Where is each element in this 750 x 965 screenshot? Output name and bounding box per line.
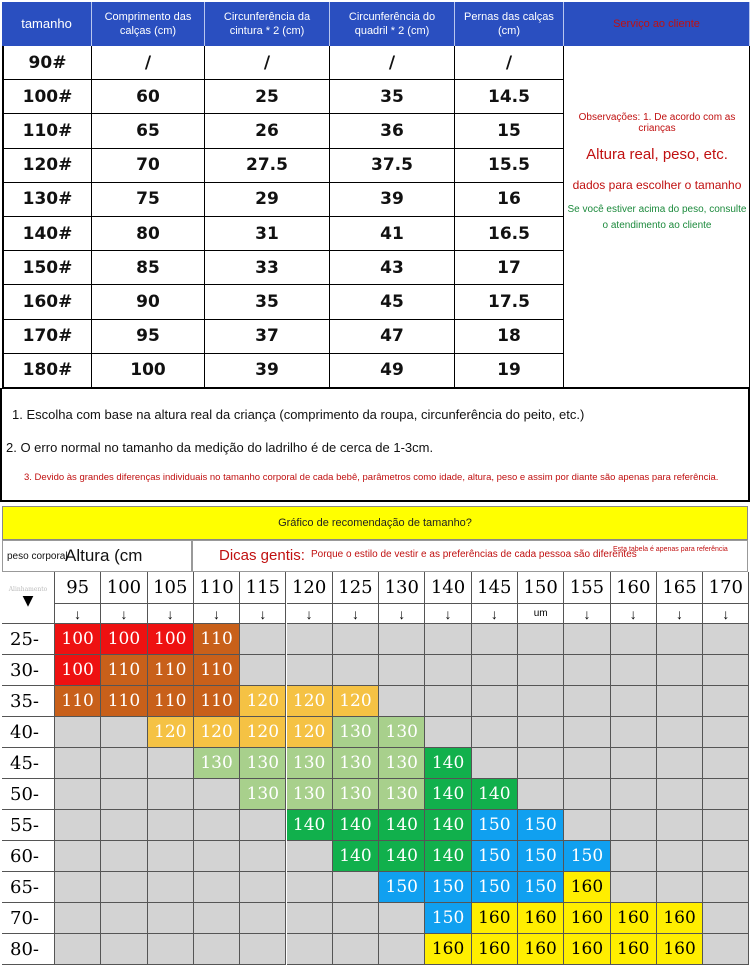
height-header: 100 xyxy=(101,572,147,604)
size-recommendation-cell: 120 xyxy=(148,717,194,748)
empty-cell xyxy=(333,872,379,903)
size-recommendation-cell: 120 xyxy=(333,686,379,717)
down-arrow-icon: ↓ xyxy=(379,604,425,624)
recommendation-title: Gráfico de recomendação de tamanho? xyxy=(2,506,748,540)
empty-cell xyxy=(148,903,194,934)
size-label-cell: 130# xyxy=(2,183,92,217)
size-recommendation-cell: 130 xyxy=(287,748,333,779)
empty-cell xyxy=(703,934,749,965)
size-label-cell: 110# xyxy=(2,114,92,148)
empty-cell xyxy=(425,686,471,717)
size-value-cell: 26 xyxy=(205,114,330,148)
size-recommendation-cell: 130 xyxy=(240,748,286,779)
empty-cell xyxy=(657,810,703,841)
empty-cell xyxy=(55,748,101,779)
note-line-3: dados para escolher o tamanho xyxy=(572,178,742,192)
empty-cell xyxy=(148,872,194,903)
tips-cell xyxy=(192,540,748,572)
size-value-cell: 31 xyxy=(205,217,330,251)
empty-cell xyxy=(425,655,471,686)
size-value-cell: 90 xyxy=(92,285,205,319)
weight-label: peso corporal xyxy=(7,551,68,562)
empty-cell xyxy=(564,655,610,686)
size-recommendation-cell: 140 xyxy=(379,841,425,872)
empty-cell xyxy=(333,934,379,965)
empty-cell xyxy=(287,624,333,655)
size-recommendation-cell: 130 xyxy=(379,779,425,810)
size-recommendation-cell: 140 xyxy=(425,779,471,810)
empty-cell xyxy=(101,717,147,748)
height-header: 170 xyxy=(703,572,749,604)
empty-cell xyxy=(55,934,101,965)
height-label: Altura (cm xyxy=(65,546,143,565)
size-recommendation-cell: 150 xyxy=(379,872,425,903)
size-recommendation-cell: 110 xyxy=(194,655,240,686)
empty-cell xyxy=(101,934,147,965)
size-recommendation-cell: 160 xyxy=(657,934,703,965)
empty-cell xyxy=(564,686,610,717)
size-recommendation-cell: 110 xyxy=(148,686,194,717)
down-arrow-icon: ↓ xyxy=(101,604,147,624)
down-arrow-icon: ↓ xyxy=(287,604,333,624)
size-recommendation-cell: 160 xyxy=(564,903,610,934)
height-header: 145 xyxy=(472,572,518,604)
size-recommendation-chart xyxy=(0,502,750,960)
empty-cell xyxy=(611,655,657,686)
weight-row-label: 30- xyxy=(2,655,55,686)
size-label-cell: 120# xyxy=(2,149,92,183)
size-recommendation-cell: 140 xyxy=(472,779,518,810)
empty-cell xyxy=(657,779,703,810)
size-recommendation-cell: 160 xyxy=(472,934,518,965)
empty-cell xyxy=(379,686,425,717)
empty-cell xyxy=(240,903,286,934)
note-line-1: Observações: 1. De acordo com as crianças xyxy=(578,112,736,134)
size-recommendation-cell: 140 xyxy=(379,810,425,841)
empty-cell xyxy=(657,748,703,779)
empty-cell xyxy=(379,903,425,934)
size-value-cell: 43 xyxy=(330,251,455,285)
size-header-3: Circunferência do quadril * 2 (cm) xyxy=(330,2,455,46)
size-value-cell: 45 xyxy=(330,285,455,319)
size-recommendation-cell: 120 xyxy=(287,717,333,748)
empty-cell xyxy=(472,655,518,686)
size-recommendation-cell: 110 xyxy=(101,686,147,717)
size-recommendation-cell: 120 xyxy=(287,686,333,717)
empty-cell xyxy=(101,779,147,810)
size-value-cell: 16 xyxy=(455,183,564,217)
empty-cell xyxy=(472,624,518,655)
empty-cell xyxy=(194,841,240,872)
size-value-cell: 39 xyxy=(330,183,455,217)
empty-cell xyxy=(657,624,703,655)
empty-cell xyxy=(333,903,379,934)
empty-cell xyxy=(564,748,610,779)
empty-cell xyxy=(101,872,147,903)
reference-note: Esta tabela é apenas para referência xyxy=(613,546,728,553)
empty-cell xyxy=(148,841,194,872)
empty-cell xyxy=(333,624,379,655)
empty-cell xyxy=(148,748,194,779)
height-header: 125 xyxy=(333,572,379,604)
size-recommendation-cell: 160 xyxy=(518,934,564,965)
height-header: 130 xyxy=(379,572,425,604)
size-recommendation-cell: 150 xyxy=(425,903,471,934)
empty-cell xyxy=(425,624,471,655)
empty-cell xyxy=(657,872,703,903)
down-arrow-icon: ↓ xyxy=(564,604,610,624)
empty-cell xyxy=(703,686,749,717)
size-value-cell: 65 xyxy=(92,114,205,148)
size-value-cell: 80 xyxy=(92,217,205,251)
note-line-2: Altura real, peso, etc. xyxy=(586,146,728,163)
empty-cell xyxy=(55,810,101,841)
size-recommendation-cell: 150 xyxy=(425,872,471,903)
empty-cell xyxy=(287,841,333,872)
weight-row-label: 55- xyxy=(2,810,55,841)
weight-row-label: 25- xyxy=(2,624,55,655)
size-recommendation-cell: 100 xyxy=(148,624,194,655)
empty-cell xyxy=(101,903,147,934)
empty-cell xyxy=(703,903,749,934)
size-value-cell: 37 xyxy=(205,320,330,354)
empty-cell xyxy=(472,748,518,779)
corner-cell xyxy=(2,572,55,624)
size-recommendation-cell: 120 xyxy=(194,717,240,748)
empty-cell xyxy=(611,624,657,655)
size-recommendation-cell: 140 xyxy=(287,810,333,841)
empty-cell xyxy=(55,903,101,934)
size-recommendation-cell: 160 xyxy=(518,903,564,934)
size-value-cell: 35 xyxy=(205,285,330,319)
empty-cell xyxy=(194,779,240,810)
empty-cell xyxy=(518,717,564,748)
empty-cell xyxy=(657,717,703,748)
empty-cell xyxy=(101,748,147,779)
size-recommendation-cell: 150 xyxy=(472,872,518,903)
size-recommendation-cell: 130 xyxy=(333,717,379,748)
empty-cell xyxy=(518,624,564,655)
size-value-cell: 70 xyxy=(92,149,205,183)
size-value-cell: 100 xyxy=(92,354,205,388)
down-arrow-icon: ↓ xyxy=(240,604,286,624)
size-header-2: Circunferência da cintura * 2 (cm) xyxy=(205,2,330,46)
empty-cell xyxy=(472,686,518,717)
size-recommendation-cell: 160 xyxy=(611,934,657,965)
weight-row-label: 80- xyxy=(2,934,55,965)
size-table xyxy=(0,0,750,390)
weight-row-label: 65- xyxy=(2,872,55,903)
empty-cell xyxy=(518,655,564,686)
empty-cell xyxy=(518,779,564,810)
empty-cell xyxy=(379,934,425,965)
size-value-cell: / xyxy=(455,46,564,80)
empty-cell xyxy=(194,872,240,903)
instructions-box xyxy=(0,388,750,502)
height-header: 165 xyxy=(657,572,703,604)
height-header: 105 xyxy=(148,572,194,604)
empty-cell xyxy=(657,686,703,717)
size-label-cell: 150# xyxy=(2,251,92,285)
size-value-cell: 29 xyxy=(205,183,330,217)
empty-cell xyxy=(194,810,240,841)
size-recommendation-cell: 160 xyxy=(564,934,610,965)
empty-cell xyxy=(287,903,333,934)
size-label-cell: 170# xyxy=(2,320,92,354)
size-value-cell: 19 xyxy=(455,354,564,388)
empty-cell xyxy=(703,810,749,841)
size-recommendation-cell: 110 xyxy=(148,655,194,686)
note-line-5: o atendimento ao cliente xyxy=(602,220,712,231)
height-header: 120 xyxy=(287,572,333,604)
size-recommendation-cell: 130 xyxy=(333,748,379,779)
height-header: 160 xyxy=(611,572,657,604)
size-value-cell: 15.5 xyxy=(455,149,564,183)
size-recommendation-cell: 150 xyxy=(472,841,518,872)
down-arrow-icon: ↓ xyxy=(703,604,749,624)
size-recommendation-cell: 160 xyxy=(425,934,471,965)
size-value-cell: 33 xyxy=(205,251,330,285)
size-label-cell: 140# xyxy=(2,217,92,251)
empty-cell xyxy=(101,841,147,872)
empty-cell xyxy=(518,686,564,717)
size-recommendation-cell: 130 xyxy=(379,717,425,748)
size-value-cell: 27.5 xyxy=(205,149,330,183)
empty-cell xyxy=(703,624,749,655)
size-recommendation-cell: 160 xyxy=(564,872,610,903)
height-header: 110 xyxy=(194,572,240,604)
size-value-cell: / xyxy=(330,46,455,80)
empty-cell xyxy=(101,810,147,841)
size-value-cell: 47 xyxy=(330,320,455,354)
empty-cell xyxy=(611,872,657,903)
down-arrow-icon: ↓ xyxy=(148,604,194,624)
size-value-cell: 41 xyxy=(330,217,455,251)
weight-row-label: 35- xyxy=(2,686,55,717)
empty-cell xyxy=(148,779,194,810)
down-arrow-icon: ↓ xyxy=(425,604,471,624)
empty-cell xyxy=(333,655,379,686)
height-header: 95 xyxy=(55,572,101,604)
weight-row-label: 70- xyxy=(2,903,55,934)
empty-cell xyxy=(703,655,749,686)
size-recommendation-cell: 150 xyxy=(564,841,610,872)
size-recommendation-cell: 110 xyxy=(194,624,240,655)
size-header-1: Comprimento das calças (cm) xyxy=(92,2,205,46)
instruction-3: 3. Devido às grandes diferenças individuais no tamanho corporal de cada bebê, parâmetros como idade, altura, peso e assim por diante são apenas para referência. xyxy=(24,472,719,483)
size-value-cell: 95 xyxy=(92,320,205,354)
empty-cell xyxy=(240,934,286,965)
empty-cell xyxy=(564,779,610,810)
weight-height-label-cell xyxy=(2,540,192,572)
weight-row-label: 40- xyxy=(2,717,55,748)
down-arrow-icon: ↓ xyxy=(472,604,518,624)
note-line-4: Se você estiver acima do peso, consulte xyxy=(567,204,747,215)
size-value-cell: 18 xyxy=(455,320,564,354)
height-header: 155 xyxy=(564,572,610,604)
size-recommendation-cell: 130 xyxy=(333,779,379,810)
size-recommendation-cell: 150 xyxy=(518,810,564,841)
size-recommendation-cell: 110 xyxy=(194,686,240,717)
empty-cell xyxy=(611,810,657,841)
empty-cell xyxy=(55,872,101,903)
height-header: 150 xyxy=(518,572,564,604)
empty-cell xyxy=(703,872,749,903)
empty-cell xyxy=(287,872,333,903)
empty-cell xyxy=(611,717,657,748)
size-value-cell: 39 xyxy=(205,354,330,388)
height-header: 115 xyxy=(240,572,286,604)
size-recommendation-cell: 140 xyxy=(425,748,471,779)
empty-cell xyxy=(425,717,471,748)
size-recommendation-cell: 140 xyxy=(425,810,471,841)
down-triangle-icon: ▼ xyxy=(22,593,34,609)
size-recommendation-cell: 160 xyxy=(611,903,657,934)
size-label-cell: 180# xyxy=(2,354,92,388)
down-arrow-icon: ↓ xyxy=(194,604,240,624)
size-recommendation-cell: 150 xyxy=(518,841,564,872)
weight-row-label: 50- xyxy=(2,779,55,810)
size-value-cell: / xyxy=(205,46,330,80)
empty-cell xyxy=(240,624,286,655)
empty-cell xyxy=(55,779,101,810)
empty-cell xyxy=(703,748,749,779)
empty-cell xyxy=(55,717,101,748)
size-value-cell: 49 xyxy=(330,354,455,388)
height-header: 140 xyxy=(425,572,471,604)
size-recommendation-cell: 130 xyxy=(194,748,240,779)
size-value-cell: 14.5 xyxy=(455,80,564,114)
empty-cell xyxy=(287,934,333,965)
empty-cell xyxy=(564,624,610,655)
size-recommendation-cell: 110 xyxy=(101,655,147,686)
size-recommendation-cell: 110 xyxy=(55,686,101,717)
size-value-cell: / xyxy=(92,46,205,80)
size-recommendation-cell: 160 xyxy=(472,903,518,934)
size-header-0: tamanho xyxy=(2,2,92,46)
empty-cell xyxy=(240,655,286,686)
size-recommendation-cell: 140 xyxy=(333,841,379,872)
size-recommendation-cell: 130 xyxy=(379,748,425,779)
size-recommendation-cell: 160 xyxy=(657,903,703,934)
empty-cell xyxy=(287,655,333,686)
instruction-1: 1. Escolha com base na altura real da criança (comprimento da roupa, circunferência do peito, etc.) xyxy=(12,407,585,422)
empty-cell xyxy=(611,748,657,779)
empty-cell xyxy=(379,624,425,655)
empty-cell xyxy=(194,903,240,934)
tips-text: Porque o estilo de vestir e as preferências de cada pessoa são diferentes xyxy=(311,549,637,560)
size-value-cell: 75 xyxy=(92,183,205,217)
arrow-label: um xyxy=(518,604,564,624)
size-value-cell: 16.5 xyxy=(455,217,564,251)
down-arrow-icon: ↓ xyxy=(55,604,101,624)
empty-cell xyxy=(657,841,703,872)
down-arrow-icon: ↓ xyxy=(611,604,657,624)
size-recommendation-cell: 100 xyxy=(55,655,101,686)
empty-cell xyxy=(703,779,749,810)
empty-cell xyxy=(240,841,286,872)
empty-cell xyxy=(564,717,610,748)
size-recommendation-cell: 120 xyxy=(240,717,286,748)
empty-cell xyxy=(55,841,101,872)
empty-cell xyxy=(472,717,518,748)
size-label-cell: 100# xyxy=(2,80,92,114)
size-value-cell: 85 xyxy=(92,251,205,285)
size-recommendation-cell: 130 xyxy=(240,779,286,810)
size-value-cell: 25 xyxy=(205,80,330,114)
empty-cell xyxy=(703,841,749,872)
size-recommendation-cell: 100 xyxy=(101,624,147,655)
size-label-cell: 160# xyxy=(2,285,92,319)
tips-label: Dicas gentis: xyxy=(219,547,305,564)
size-recommendation-cell: 130 xyxy=(287,779,333,810)
empty-cell xyxy=(148,934,194,965)
empty-cell xyxy=(611,841,657,872)
size-value-cell: 36 xyxy=(330,114,455,148)
empty-cell xyxy=(703,717,749,748)
size-header-5: Serviço ao cliente xyxy=(564,2,750,46)
size-recommendation-cell: 120 xyxy=(240,686,286,717)
empty-cell xyxy=(379,655,425,686)
size-recommendation-cell: 150 xyxy=(472,810,518,841)
empty-cell xyxy=(564,810,610,841)
size-value-cell: 17.5 xyxy=(455,285,564,319)
size-value-cell: 60 xyxy=(92,80,205,114)
empty-cell xyxy=(240,872,286,903)
size-recommendation-cell: 150 xyxy=(518,872,564,903)
weight-row-label: 45- xyxy=(2,748,55,779)
down-arrow-icon: ↓ xyxy=(657,604,703,624)
down-arrow-icon: ↓ xyxy=(333,604,379,624)
empty-cell xyxy=(657,655,703,686)
size-header-4: Pernas das calças (cm) xyxy=(455,2,564,46)
size-value-cell: 17 xyxy=(455,251,564,285)
notes-box xyxy=(564,46,750,388)
size-label-cell: 90# xyxy=(2,46,92,80)
empty-cell xyxy=(194,934,240,965)
size-recommendation-cell: 100 xyxy=(55,624,101,655)
size-value-cell: 35 xyxy=(330,80,455,114)
instruction-2: 2. O erro normal no tamanho da medição do ladrilho é de cerca de 1-3cm. xyxy=(6,440,434,455)
weight-row-label: 60- xyxy=(2,841,55,872)
empty-cell xyxy=(611,686,657,717)
empty-cell xyxy=(518,748,564,779)
corner-label: Alinhamento xyxy=(8,586,48,593)
size-recommendation-cell: 140 xyxy=(425,841,471,872)
empty-cell xyxy=(148,810,194,841)
size-recommendation-cell: 140 xyxy=(333,810,379,841)
empty-cell xyxy=(240,810,286,841)
empty-cell xyxy=(611,779,657,810)
size-value-cell: 15 xyxy=(455,114,564,148)
size-value-cell: 37.5 xyxy=(330,149,455,183)
